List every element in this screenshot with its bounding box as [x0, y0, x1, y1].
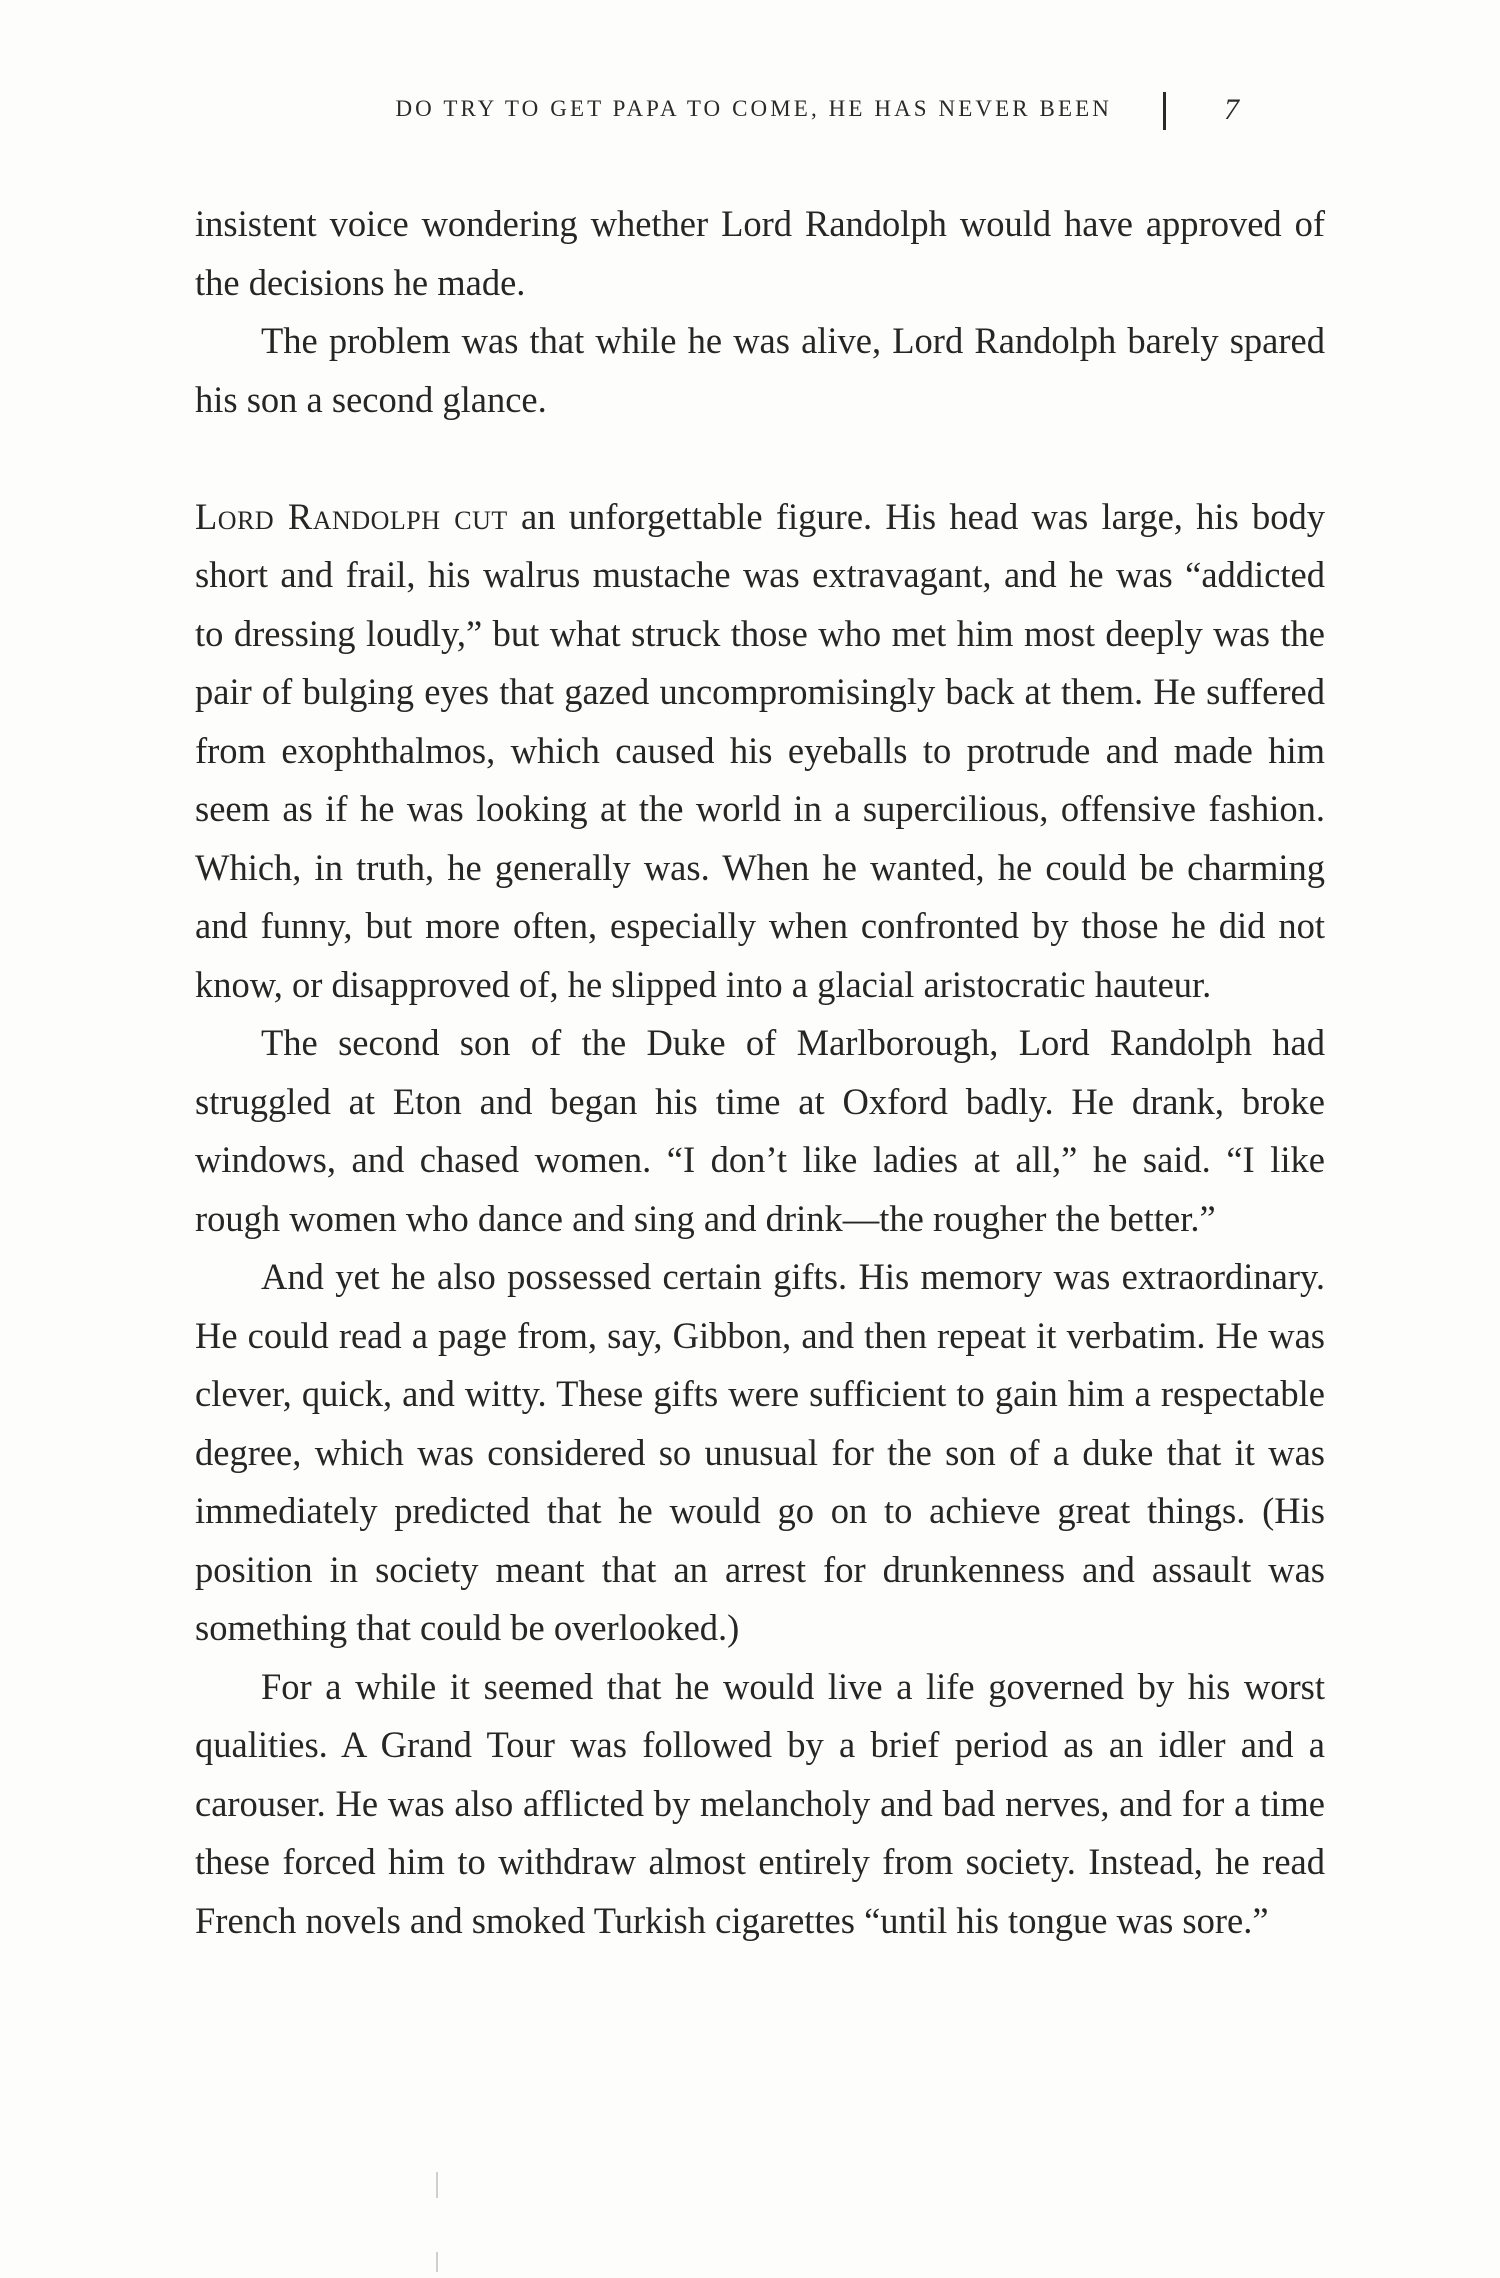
- paragraph-continuation: insistent voice wondering whether Lord Randolph would have approved of the decisions he made.: [195, 203, 1325, 303]
- small-caps-lead-in: Lord Randolph cut: [195, 495, 508, 537]
- running-head: [0, 92, 1500, 132]
- scan-artifact: [436, 2172, 438, 2198]
- paragraph-section-opening: [195, 488, 1325, 1015]
- paragraph: For a while it seemed that he would live a life governed by his worst qualities. A Grand Tour was followed by a brief period as an idler and a carouser. He was also afflicted by melancholy and bad nerves, and for a time these forced him to withdraw almost entirely from society. Instead, he read French novels and smoked Turkish cigarettes “until his tongue was sore.”: [195, 1665, 1325, 1941]
- page-number: 7: [1224, 93, 1239, 126]
- body-text: [195, 195, 1325, 1950]
- paragraph-text: an unforgettable figure. His head was large, his body short and frail, his walrus mustache was extravagant, and he was “addicted to dressing loudly,” but what struck those who met him most deeply was the pair of bulging eyes that gazed uncompromisingly back at them. He suffered from exophthalmos, which caused his eyeballs to protrude and made him seem as if he was looking at the world in a supercilious, offensive fashion. Which, in truth, he generally was. When he wanted, he could be charming and funny, but more often, especially when confronted by those he did not know, or disapproved of, he slipped into a glacial aristocratic hauteur.: [195, 495, 1326, 1005]
- running-title: DO TRY TO GET PAPA TO COME, HE HAS NEVER BEEN: [395, 96, 1112, 121]
- paragraph: The second son of the Duke of Marlborough, Lord Randolph had struggled at Eton and began his time at Oxford badly. He drank, broke windows, and chased women. “I don’t like ladies at all,” he said. “I like rough women who dance and sing and drink—the rougher the better.”: [195, 1022, 1325, 1239]
- scan-artifact: [436, 2252, 438, 2272]
- paragraph: The problem was that while he was alive, Lord Randolph barely spared his son a second glance.: [195, 320, 1325, 420]
- paragraph: And yet he also possessed certain gifts. His memory was extraordinary. He could read a page from, say, Gibbon, and then repeat it verbatim. He was clever, quick, and witty. These gifts were sufficient to gain him a respectable degree, which was considered so unusual for the son of a duke that it was immediately predicted that he would go on to achieve great things. (His position in society meant that an arrest for drunkenness and assault was something that could be overlooked.): [195, 1256, 1325, 1648]
- running-head-divider: [1163, 92, 1166, 130]
